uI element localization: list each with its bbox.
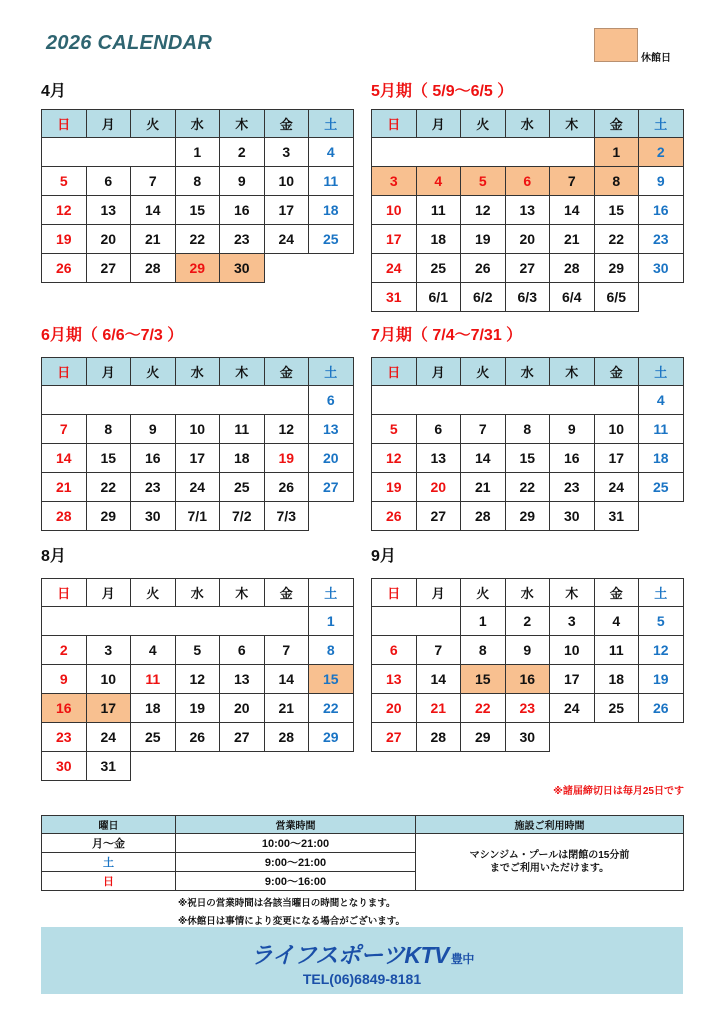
month-calendar-table: [41, 578, 354, 781]
weekday-header: 水: [505, 110, 550, 138]
day-cell: 20: [416, 473, 461, 502]
day-cell: 6/2: [461, 283, 506, 312]
empty-trailing-cell: [639, 723, 684, 752]
day-cell: 11: [594, 636, 639, 665]
day-cell: 5: [42, 167, 87, 196]
weekday-header: 月: [86, 110, 131, 138]
day-cell: 16: [550, 444, 595, 473]
day-cell: 24: [86, 723, 131, 752]
closed-day-legend-swatch: [594, 28, 638, 62]
day-cell: 24: [550, 694, 595, 723]
day-cell: 24: [594, 473, 639, 502]
closed-day-cell: 5: [461, 167, 506, 196]
weekday-header: 水: [175, 110, 220, 138]
weekday-header: 日: [372, 358, 417, 386]
day-cell: 10: [372, 196, 417, 225]
closed-day-cell: 30: [220, 254, 265, 283]
business-hours-table: [41, 815, 684, 891]
day-cell: 17: [594, 444, 639, 473]
weekday-header: 日: [42, 110, 87, 138]
day-cell: 6: [86, 167, 131, 196]
day-cell: 6: [416, 415, 461, 444]
day-cell: 3: [86, 636, 131, 665]
empty-trailing-cell: [264, 752, 309, 781]
day-cell: 6/4: [550, 283, 595, 312]
empty-leading-cells: [42, 386, 309, 415]
day-cell: 8: [461, 636, 506, 665]
day-cell: 27: [505, 254, 550, 283]
day-cell: 11: [131, 665, 176, 694]
empty-trailing-cell: [639, 283, 684, 312]
day-cell: 26: [639, 694, 684, 723]
day-cell: 30: [550, 502, 595, 531]
day-cell: 12: [461, 196, 506, 225]
closed-day-cell: 4: [416, 167, 461, 196]
day-cell: 8: [175, 167, 220, 196]
day-cell: 21: [42, 473, 87, 502]
day-cell: 15: [505, 444, 550, 473]
day-cell: 10: [594, 415, 639, 444]
weekday-header: 月: [416, 110, 461, 138]
day-cell: 14: [416, 665, 461, 694]
day-cell: 29: [86, 502, 131, 531]
weekday-header: 月: [86, 579, 131, 607]
day-cell: 18: [220, 444, 265, 473]
weekday-header: 日: [372, 110, 417, 138]
hours-day-saturday: 土: [42, 853, 176, 872]
day-cell: 11: [220, 415, 265, 444]
day-cell: 29: [505, 502, 550, 531]
day-cell: 30: [42, 752, 87, 781]
day-cell: 19: [372, 473, 417, 502]
weekday-header: 日: [42, 579, 87, 607]
day-cell: 27: [309, 473, 354, 502]
day-cell: 3: [550, 607, 595, 636]
day-cell: 31: [372, 283, 417, 312]
month-title: 9月: [371, 548, 396, 565]
month-calendar-table: [371, 357, 684, 531]
day-cell: 26: [372, 502, 417, 531]
day-cell: 22: [461, 694, 506, 723]
day-cell: 7: [131, 167, 176, 196]
day-cell: 15: [594, 196, 639, 225]
day-cell: 28: [264, 723, 309, 752]
day-cell: 21: [131, 225, 176, 254]
day-cell: 7: [264, 636, 309, 665]
day-cell: 19: [461, 225, 506, 254]
day-cell: 8: [505, 415, 550, 444]
empty-trailing-cell: [131, 752, 176, 781]
day-cell: 6/3: [505, 283, 550, 312]
day-cell: 2: [42, 636, 87, 665]
month-title: 5月期（ 5/9～6/5 ）: [371, 83, 514, 100]
facility-usage-note: [416, 834, 684, 891]
day-cell: 13: [309, 415, 354, 444]
weekday-header: 日: [42, 358, 87, 386]
day-cell: 10: [264, 167, 309, 196]
day-cell: 22: [505, 473, 550, 502]
empty-trailing-cell: [309, 752, 354, 781]
day-cell: 19: [175, 694, 220, 723]
day-cell: 12: [264, 415, 309, 444]
day-cell: 27: [372, 723, 417, 752]
empty-trailing-cell: [594, 723, 639, 752]
closed-day-cell: 16: [505, 665, 550, 694]
day-cell: 21: [461, 473, 506, 502]
day-cell: 5: [175, 636, 220, 665]
day-cell: 23: [220, 225, 265, 254]
empty-trailing-cell: [550, 723, 595, 752]
day-cell: 14: [461, 444, 506, 473]
empty-trailing-cell: [309, 502, 354, 531]
facility-line-2: までご利用いただけます。: [489, 863, 610, 874]
day-cell: 12: [639, 636, 684, 665]
closure-change-note: ※休館日は事情により変更になる場合がございます。: [178, 916, 405, 927]
weekday-header: 火: [461, 358, 506, 386]
day-cell: 20: [220, 694, 265, 723]
weekday-header: 土: [309, 358, 354, 386]
day-cell: 7/2: [220, 502, 265, 531]
day-cell: 13: [416, 444, 461, 473]
weekday-header: 木: [220, 579, 265, 607]
day-cell: 15: [175, 196, 220, 225]
day-cell: 16: [639, 196, 684, 225]
day-cell: 25: [639, 473, 684, 502]
day-cell: 20: [505, 225, 550, 254]
day-cell: 7/3: [264, 502, 309, 531]
weekday-header: 火: [131, 579, 176, 607]
day-cell: 6: [309, 386, 354, 415]
month-title: 4月: [41, 83, 66, 100]
month-calendar-table: [371, 578, 684, 752]
day-cell: 22: [175, 225, 220, 254]
day-cell: 29: [309, 723, 354, 752]
day-cell: 4: [309, 138, 354, 167]
day-cell: 30: [131, 502, 176, 531]
weekday-header: 土: [309, 110, 354, 138]
day-cell: 9: [505, 636, 550, 665]
empty-leading-cells: [42, 138, 176, 167]
hours-header-time: 営業時間: [176, 816, 416, 834]
day-cell: 30: [639, 254, 684, 283]
day-cell: 19: [42, 225, 87, 254]
day-cell: 7/1: [175, 502, 220, 531]
weekday-header: 火: [461, 579, 506, 607]
day-cell: 8: [309, 636, 354, 665]
day-cell: 11: [309, 167, 354, 196]
day-cell: 17: [372, 225, 417, 254]
closed-day-cell: 6: [505, 167, 550, 196]
day-cell: 28: [550, 254, 595, 283]
day-cell: 10: [175, 415, 220, 444]
day-cell: 25: [220, 473, 265, 502]
day-cell: 10: [86, 665, 131, 694]
weekday-header: 月: [416, 358, 461, 386]
day-cell: 5: [372, 415, 417, 444]
day-cell: 9: [42, 665, 87, 694]
hours-day-weekday: 月～金: [42, 834, 176, 853]
day-cell: 3: [264, 138, 309, 167]
weekday-header: 火: [131, 110, 176, 138]
day-cell: 23: [42, 723, 87, 752]
day-cell: 20: [372, 694, 417, 723]
empty-trailing-cell: [639, 502, 684, 531]
hours-header-day: 曜日: [42, 816, 176, 834]
weekday-header: 月: [416, 579, 461, 607]
day-cell: 8: [86, 415, 131, 444]
day-cell: 28: [416, 723, 461, 752]
day-cell: 12: [372, 444, 417, 473]
day-cell: 20: [309, 444, 354, 473]
day-cell: 2: [220, 138, 265, 167]
day-cell: 30: [505, 723, 550, 752]
empty-leading-cells: [42, 607, 309, 636]
day-cell: 26: [42, 254, 87, 283]
empty-trailing-cell: [175, 752, 220, 781]
day-cell: 25: [594, 694, 639, 723]
weekday-header: 月: [86, 358, 131, 386]
day-cell: 13: [220, 665, 265, 694]
day-cell: 9: [220, 167, 265, 196]
day-cell: 18: [639, 444, 684, 473]
closed-day-cell: 29: [175, 254, 220, 283]
weekday-header: 土: [309, 579, 354, 607]
day-cell: 21: [416, 694, 461, 723]
day-cell: 23: [639, 225, 684, 254]
weekday-header: 金: [264, 579, 309, 607]
month-calendar-table: [371, 109, 684, 312]
day-cell: 10: [550, 636, 595, 665]
empty-leading-cells: [372, 386, 639, 415]
day-cell: 4: [639, 386, 684, 415]
day-cell: 31: [594, 502, 639, 531]
day-cell: 7: [42, 415, 87, 444]
day-cell: 26: [461, 254, 506, 283]
empty-trailing-cell: [309, 254, 354, 283]
hours-header-facility: 施設ご利用時間: [416, 816, 684, 834]
day-cell: 15: [86, 444, 131, 473]
weekday-header: 金: [594, 110, 639, 138]
weekday-header: 水: [505, 358, 550, 386]
weekday-header: 木: [220, 110, 265, 138]
month-title: 6月期（ 6/6～7/3 ）: [41, 327, 184, 344]
weekday-header: 木: [220, 358, 265, 386]
day-cell: 18: [309, 196, 354, 225]
brand-logo: [41, 937, 683, 970]
closed-day-cell: 15: [461, 665, 506, 694]
day-cell: 21: [550, 225, 595, 254]
day-cell: 12: [175, 665, 220, 694]
weekday-header: 水: [175, 358, 220, 386]
footer-banner: [41, 927, 683, 994]
closed-day-cell: 15: [309, 665, 354, 694]
day-cell: 1: [309, 607, 354, 636]
day-cell: 26: [264, 473, 309, 502]
closed-day-cell: 3: [372, 167, 417, 196]
day-cell: 1: [461, 607, 506, 636]
weekday-header: 水: [175, 579, 220, 607]
day-cell: 25: [416, 254, 461, 283]
day-cell: 9: [550, 415, 595, 444]
day-cell: 22: [594, 225, 639, 254]
closed-day-cell: 8: [594, 167, 639, 196]
day-cell: 22: [309, 694, 354, 723]
weekday-header: 金: [594, 358, 639, 386]
day-cell: 20: [86, 225, 131, 254]
weekday-header: 金: [264, 110, 309, 138]
closed-day-cell: 17: [86, 694, 131, 723]
day-cell: 14: [550, 196, 595, 225]
day-cell: 4: [131, 636, 176, 665]
day-cell: 1: [175, 138, 220, 167]
day-cell: 28: [131, 254, 176, 283]
day-cell: 19: [639, 665, 684, 694]
empty-leading-cells: [372, 138, 595, 167]
closed-day-legend-label: 休館日: [641, 53, 671, 64]
month-title: 7月期（ 7/4～7/31 ）: [371, 327, 523, 344]
hours-time-saturday: 9:00～21:00: [176, 853, 416, 872]
day-cell: 27: [86, 254, 131, 283]
deadline-note: ※諸届締切日は毎月25日です: [553, 786, 684, 797]
day-cell: 14: [264, 665, 309, 694]
day-cell: 29: [461, 723, 506, 752]
day-cell: 14: [131, 196, 176, 225]
empty-trailing-cell: [264, 254, 309, 283]
day-cell: 25: [309, 225, 354, 254]
day-cell: 23: [505, 694, 550, 723]
weekday-header: 火: [461, 110, 506, 138]
phone-number: TEL(06)6849-8181: [302, 971, 422, 987]
day-cell: 28: [42, 502, 87, 531]
weekday-header: 金: [594, 579, 639, 607]
day-cell: 16: [220, 196, 265, 225]
weekday-header: 木: [550, 358, 595, 386]
weekday-header: 火: [131, 358, 176, 386]
day-cell: 6: [220, 636, 265, 665]
day-cell: 24: [175, 473, 220, 502]
day-cell: 6/1: [416, 283, 461, 312]
weekday-header: 土: [639, 358, 684, 386]
day-cell: 17: [550, 665, 595, 694]
holiday-hours-note: ※祝日の営業時間は各該当曜日の時間となります。: [178, 898, 396, 909]
weekday-header: 水: [505, 579, 550, 607]
day-cell: 27: [220, 723, 265, 752]
day-cell: 24: [264, 225, 309, 254]
empty-trailing-cell: [220, 752, 265, 781]
brand-name: ライフスポーツKTV: [250, 942, 449, 968]
weekday-header: 木: [550, 110, 595, 138]
day-cell: 25: [131, 723, 176, 752]
day-cell: 6: [372, 636, 417, 665]
month-title: 8月: [41, 548, 66, 565]
day-cell: 5: [639, 607, 684, 636]
day-cell: 18: [416, 225, 461, 254]
closed-day-cell: 2: [639, 138, 684, 167]
empty-leading-cells: [372, 607, 461, 636]
day-cell: 7: [416, 636, 461, 665]
day-cell: 17: [264, 196, 309, 225]
day-cell: 14: [42, 444, 87, 473]
page-title: 2026 CALENDAR: [46, 32, 213, 54]
day-cell: 17: [175, 444, 220, 473]
brand-branch: 豊中: [450, 952, 474, 966]
hours-time-sunday: 9:00～16:00: [176, 872, 416, 891]
facility-line-1: マシンジム・プールは閉館の15分前: [469, 850, 630, 861]
day-cell: 6/5: [594, 283, 639, 312]
day-cell: 21: [264, 694, 309, 723]
weekday-header: 日: [372, 579, 417, 607]
hours-time-weekday: 10:00～21:00: [176, 834, 416, 853]
day-cell: 19: [264, 444, 309, 473]
weekday-header: 木: [550, 579, 595, 607]
day-cell: 22: [86, 473, 131, 502]
day-cell: 27: [416, 502, 461, 531]
day-cell: 23: [131, 473, 176, 502]
weekday-header: 土: [639, 579, 684, 607]
day-cell: 13: [372, 665, 417, 694]
day-cell: 24: [372, 254, 417, 283]
hours-day-sunday: 日: [42, 872, 176, 891]
weekday-header: 土: [639, 110, 684, 138]
day-cell: 28: [461, 502, 506, 531]
day-cell: 2: [505, 607, 550, 636]
day-cell: 29: [594, 254, 639, 283]
weekday-header: 金: [264, 358, 309, 386]
day-cell: 23: [550, 473, 595, 502]
day-cell: 11: [639, 415, 684, 444]
day-cell: 12: [42, 196, 87, 225]
day-cell: 9: [131, 415, 176, 444]
day-cell: 31: [86, 752, 131, 781]
day-cell: 7: [461, 415, 506, 444]
day-cell: 16: [131, 444, 176, 473]
day-cell: 18: [594, 665, 639, 694]
day-cell: 4: [594, 607, 639, 636]
month-calendar-table: [41, 357, 354, 531]
day-cell: 26: [175, 723, 220, 752]
day-cell: 13: [86, 196, 131, 225]
day-cell: 18: [131, 694, 176, 723]
day-cell: 11: [416, 196, 461, 225]
closed-day-cell: 16: [42, 694, 87, 723]
day-cell: 9: [639, 167, 684, 196]
day-cell: 13: [505, 196, 550, 225]
closed-day-cell: 1: [594, 138, 639, 167]
closed-day-cell: 7: [550, 167, 595, 196]
month-calendar-table: [41, 109, 354, 283]
